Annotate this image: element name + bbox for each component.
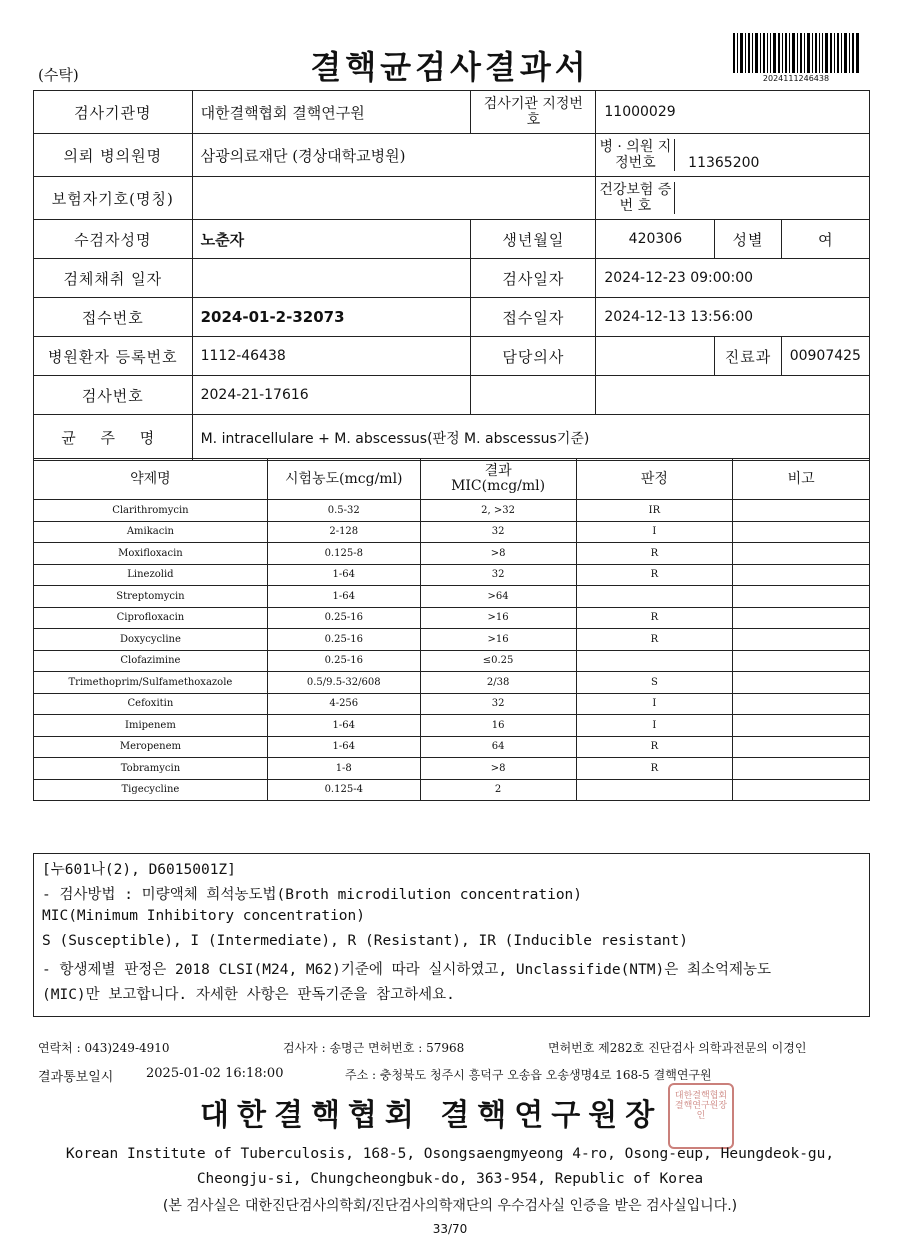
test-date-value: 2024-12-23 09:00:00 (596, 259, 870, 298)
table-row (34, 543, 870, 565)
test-range: 1-64 (267, 564, 420, 586)
test-range: 1-64 (267, 586, 420, 608)
report-date-label: 결과통보일시 (38, 1070, 114, 1085)
susceptibility-table (33, 458, 870, 801)
institution-code-label: 검사기관 지정번호 (471, 91, 596, 134)
hospital-reg-value: 1112-46438 (192, 337, 471, 376)
drug-column-header: 약제명 (34, 459, 268, 500)
interpretation: R (576, 758, 733, 780)
test-range: 0.125-4 (267, 779, 420, 801)
drug-name: Clarithromycin (34, 500, 268, 522)
remark (733, 586, 870, 608)
page-title: 결핵균검사결과서 (310, 48, 590, 86)
institution-value: 대한결핵협회 결핵연구원 (192, 91, 471, 134)
drug-name: Moxifloxacin (34, 543, 268, 565)
table-row (34, 736, 870, 758)
table-row (34, 779, 870, 801)
report-date-value: 2025-01-02 16:18:00 (146, 1066, 284, 1081)
mic-value: >8 (420, 758, 576, 780)
notes-legend: S (Susceptible), I (Intermediate), R (Resistant), IR (Inducible resistant) (42, 933, 689, 949)
table-row (34, 715, 870, 737)
remark (733, 564, 870, 586)
drug-name: Tigecycline (34, 779, 268, 801)
mic-value: >16 (420, 629, 576, 651)
patient-name-label: 수검자성명 (34, 220, 193, 259)
barcode (733, 33, 859, 73)
remark (733, 500, 870, 522)
remark (733, 715, 870, 737)
interpretation (576, 586, 733, 608)
clinic-code-cell (596, 134, 870, 177)
hospital-reg-label: 병원환자 등록번호 (34, 337, 193, 376)
remark (733, 650, 870, 672)
test-number-value: 2024-21-17616 (192, 376, 471, 415)
department-label: 진료과 (715, 337, 781, 376)
mic-value: >8 (420, 543, 576, 565)
mic-value: >64 (420, 586, 576, 608)
remark (733, 607, 870, 629)
test-range: 1-64 (267, 736, 420, 758)
mic-header-line1: 결과 (484, 463, 512, 479)
health-insurance-cell (596, 177, 870, 220)
drug-name: Meropenem (34, 736, 268, 758)
drug-name: Doxycycline (34, 629, 268, 651)
test-range: 2-128 (267, 521, 420, 543)
mic-value: 32 (420, 564, 576, 586)
test-range: 0.5-32 (267, 500, 420, 522)
organization-head: 대한결핵협회 결핵연구원장 (200, 1098, 663, 1133)
insurer-value (192, 177, 596, 220)
director-license: 면허번호 제282호 진단검사 의학과전문의 이경인 (548, 1041, 807, 1055)
test-range: 0.5/9.5-32/608 (267, 672, 420, 694)
consignment-label: (수탁) (38, 66, 79, 84)
test-range: 1-64 (267, 715, 420, 737)
interpretation: R (576, 564, 733, 586)
drug-name: Streptomycin (34, 586, 268, 608)
mic-value: 2/38 (420, 672, 576, 694)
clinic-code-label: 병 · 의원 지정번호 (596, 139, 675, 171)
barcode-number: 2024111246438 (762, 74, 830, 83)
table-row (34, 564, 870, 586)
test-range: 0.25-16 (267, 650, 420, 672)
drug-name: Clofazimine (34, 650, 268, 672)
notes-method: - 검사방법 : 미량액체 희석농도법(Broth microdilution concentration) (42, 887, 583, 903)
clinic-code-value: 11365200 (688, 155, 760, 171)
interpretation: R (576, 607, 733, 629)
test-range: 0.25-16 (267, 629, 420, 651)
drug-name: Imipenem (34, 715, 268, 737)
drug-name: Ciprofloxacin (34, 607, 268, 629)
dob-value: 420306 (596, 220, 715, 259)
seal-text: 대한결핵협회결핵연구원장인 (674, 1091, 728, 1121)
interpretation (576, 650, 733, 672)
mic-header-line2: MIC(mcg/ml) (451, 478, 546, 494)
english-address-line2: Cheongju-si, Chungcheongbuk-do, 363-954, Republic of Korea (196, 1171, 704, 1187)
certification-note: (본 검사실은 대한진단검사의학회/진단검사의학재단의 우수검사실 인증을 받은 검사실입니다.) (162, 1198, 738, 1214)
table-row (34, 500, 870, 522)
mic-value: ≤0.25 (420, 650, 576, 672)
institution-code-value: 11000029 (596, 91, 870, 134)
contact-info: 연락처 : 043)249-4910 (38, 1041, 170, 1055)
test-date-label: 검사일자 (471, 259, 596, 298)
receipt-number-label: 접수번호 (34, 298, 193, 337)
notes-box (33, 853, 870, 1017)
test-range: 0.25-16 (267, 607, 420, 629)
table-row (34, 758, 870, 780)
mic-value: 16 (420, 715, 576, 737)
interpretation: R (576, 543, 733, 565)
collection-date-value (192, 259, 471, 298)
notes-reference: (MIC)만 보고합니다. 자세한 사항은 판독기준을 참고하세요. (42, 987, 455, 1003)
drug-name: Trimethoprim/Sulfamethoxazole (34, 672, 268, 694)
receipt-date-value: 2024-12-13 13:56:00 (596, 298, 870, 337)
patient-info-table (33, 90, 870, 461)
table-row (34, 586, 870, 608)
drug-name: Amikacin (34, 521, 268, 543)
examiner-info: 검사자 : 송명근 면허번호 : 57968 (283, 1041, 465, 1055)
notes-code: [누601나(2), D6015001Z] (42, 862, 236, 878)
interpretation-column-header: 판정 (576, 459, 733, 500)
drug-name: Cefoxitin (34, 693, 268, 715)
empty-cell (471, 376, 596, 415)
insurer-label: 보험자기호(명칭) (34, 177, 193, 220)
sex-value: 여 (781, 220, 869, 259)
patient-name-value: 노춘자 (192, 220, 471, 259)
test-range: 0.125-8 (267, 543, 420, 565)
drug-name: Linezolid (34, 564, 268, 586)
remark (733, 758, 870, 780)
mic-value: 32 (420, 693, 576, 715)
doctor-value (596, 337, 715, 376)
mic-value: 2 (420, 779, 576, 801)
remark (733, 521, 870, 543)
interpretation: I (576, 521, 733, 543)
range-column-header: 시험농도(mcg/ml) (267, 459, 420, 500)
organism-value: M. intracellulare + M. abscessus(판정 M. abscessus기준) (192, 415, 869, 461)
table-row (34, 650, 870, 672)
receipt-number-value: 2024-01-2-32073 (192, 298, 471, 337)
interpretation: R (576, 629, 733, 651)
sex-label: 성별 (715, 220, 781, 259)
mic-column-header (420, 459, 576, 500)
interpretation: S (576, 672, 733, 694)
notes-criteria: - 항생제별 판정은 2018 CLSI(M24, M62)기준에 따라 실시하였고, Unclassifide(NTM)은 최소억제농도 (42, 962, 772, 978)
doctor-label: 담당의사 (471, 337, 596, 376)
interpretation: I (576, 715, 733, 737)
department-value: 00907425 (781, 337, 869, 376)
page-number: 33/70 (432, 1222, 468, 1236)
mic-value: >16 (420, 607, 576, 629)
requesting-clinic-value: 삼광의료재단 (경상대학교병원) (192, 134, 596, 177)
receipt-date-label: 접수일자 (471, 298, 596, 337)
notes-mic: MIC(Minimum Inhibitory concentration) (42, 908, 366, 924)
organism-label: 균 주 명 (34, 415, 193, 461)
test-number-label: 검사번호 (34, 376, 193, 415)
table-row (34, 672, 870, 694)
remark (733, 693, 870, 715)
drug-name: Tobramycin (34, 758, 268, 780)
table-row (34, 693, 870, 715)
interpretation: IR (576, 500, 733, 522)
remark (733, 779, 870, 801)
mic-value: 2, >32 (420, 500, 576, 522)
test-range: 1-8 (267, 758, 420, 780)
table-row (34, 521, 870, 543)
collection-date-label: 검체채취 일자 (34, 259, 193, 298)
institution-label: 검사기관명 (34, 91, 193, 134)
mic-value: 32 (420, 521, 576, 543)
susceptibility-rows (34, 500, 870, 801)
interpretation: I (576, 693, 733, 715)
english-address-line1: Korean Institute of Tuberculosis, 168-5, Osongsaengmyeong 4-ro, Osong-eup, Heungdeok-gu, (65, 1146, 835, 1162)
dob-label: 생년월일 (471, 220, 596, 259)
requesting-clinic-label: 의뢰 병의원명 (34, 134, 193, 177)
remark (733, 543, 870, 565)
remark (733, 672, 870, 694)
address: 주소 : 충청북도 청주시 흥덕구 오송읍 오송생명4로 168-5 결핵연구원 (345, 1068, 712, 1082)
empty-cell (596, 376, 870, 415)
health-insurance-label: 건강보험 증 번 호 (596, 182, 675, 214)
remark (733, 736, 870, 758)
test-range: 4-256 (267, 693, 420, 715)
interpretation (576, 779, 733, 801)
remark (733, 629, 870, 651)
interpretation: R (576, 736, 733, 758)
official-seal (668, 1083, 734, 1149)
table-row (34, 629, 870, 651)
remark-column-header: 비고 (733, 459, 870, 500)
mic-value: 64 (420, 736, 576, 758)
table-row (34, 607, 870, 629)
